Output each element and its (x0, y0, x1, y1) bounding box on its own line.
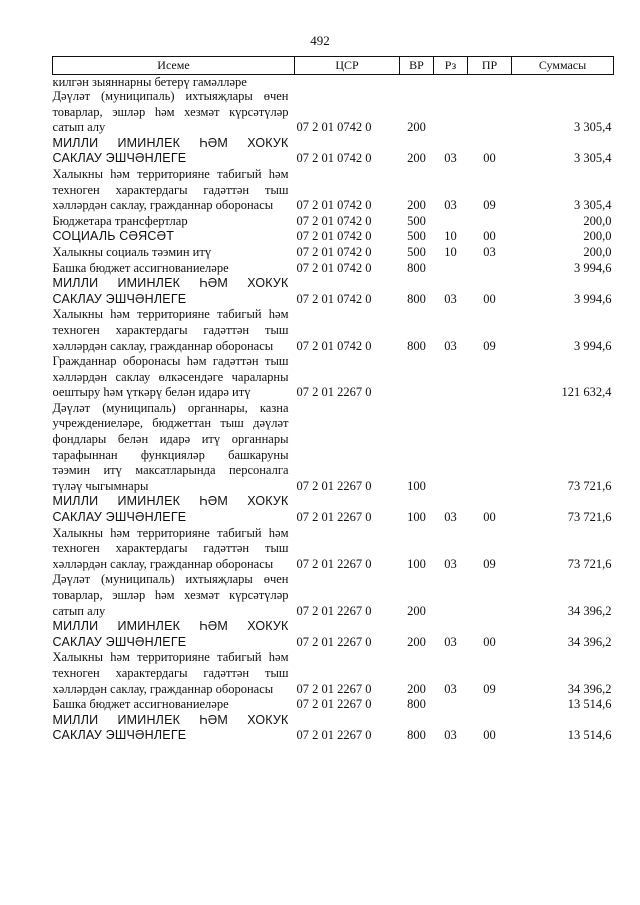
row-sum: 200,0 (583, 229, 612, 244)
row-sum: 3 305,4 (574, 120, 612, 135)
row-pr (468, 572, 512, 619)
row-name: Гражданнар оборонасы һәм гадәттән тыш хәлләрдән саклау өлкәсендәге чараларны оештыру һәм үткәрү белән идарә итү (52, 354, 289, 400)
row-csr: 07 2 01 2267 0 (296, 697, 372, 712)
row-rz: 03 (444, 728, 457, 743)
table-row (53, 697, 614, 713)
row-vr: 800 (407, 697, 426, 712)
row-sum: 73 721,6 (567, 556, 612, 571)
row-rz (434, 697, 468, 713)
row-csr: 07 2 01 0742 0 (296, 198, 372, 213)
row-rz: 03 (444, 338, 457, 353)
row-csr: 07 2 01 0742 0 (296, 120, 372, 135)
row-sum: 200,0 (583, 244, 612, 259)
row-pr (468, 401, 512, 495)
row-sum: 121 632,4 (561, 385, 612, 400)
row-vr: 200 (407, 151, 426, 166)
row-name: МИЛЛИ ИМИНЛЕК ҺӘМ ХОКУК САКЛАУ ЭШЧӘНЛЕГЕ (52, 494, 289, 525)
row-pr (468, 89, 512, 136)
row-vr: 500 (407, 213, 426, 228)
table-row (53, 526, 614, 573)
row-name: Халыкны социаль тәэмин итү (52, 244, 212, 259)
row-sum: 3 305,4 (574, 151, 612, 166)
row-vr: 800 (407, 338, 426, 353)
row-name: Бюджетара трансфертлар (52, 213, 188, 228)
row-csr: 07 2 01 0742 0 (296, 260, 372, 275)
row-pr: 00 (483, 229, 496, 244)
row-vr: 500 (407, 229, 426, 244)
row-name: МИЛЛИ ИМИНЛЕК ҺӘМ ХОКУК САКЛАУ ЭШЧӘНЛЕГЕ (52, 712, 289, 743)
row-vr: 800 (407, 291, 426, 306)
row-csr: 07 2 01 0742 0 (296, 213, 372, 228)
row-csr: 07 2 01 2267 0 (296, 478, 372, 493)
table-row (53, 401, 614, 495)
table-row (53, 89, 614, 136)
row-pr: 00 (483, 151, 496, 166)
row-csr: 07 2 01 0742 0 (296, 338, 372, 353)
row-sum: 200,0 (583, 213, 612, 228)
row-pr: 09 (483, 198, 496, 213)
row-vr (400, 75, 434, 90)
budget-table (52, 56, 614, 744)
row-sum: 73 721,6 (567, 510, 612, 525)
table-row (53, 619, 614, 650)
row-pr: 03 (483, 244, 496, 259)
row-rz: 03 (444, 151, 457, 166)
row-sum: 3 994,6 (574, 260, 612, 275)
row-pr (468, 354, 512, 401)
row-csr: 07 2 01 0742 0 (296, 244, 372, 259)
table-row (53, 167, 614, 214)
row-sum: 3 305,4 (574, 198, 612, 213)
row-sum: 34 396,2 (567, 634, 612, 649)
row-rz: 03 (444, 681, 457, 696)
row-pr (468, 261, 512, 277)
row-rz: 10 (444, 244, 457, 259)
row-name: СОЦИАЛЬ СӘЯСӘТ (52, 229, 175, 244)
table-row (53, 261, 614, 277)
row-pr: 00 (483, 728, 496, 743)
row-rz: 03 (444, 556, 457, 571)
header-pr: ПР (468, 57, 512, 75)
row-vr: 100 (407, 510, 426, 525)
table-header (53, 57, 614, 75)
table-row (53, 75, 614, 90)
row-vr: 200 (407, 603, 426, 618)
row-csr: 07 2 01 2267 0 (296, 556, 372, 571)
row-sum: 13 514,6 (567, 728, 612, 743)
row-rz: 03 (444, 291, 457, 306)
row-vr: 800 (407, 260, 426, 275)
row-vr (400, 354, 434, 401)
row-csr: 07 2 01 2267 0 (296, 681, 372, 696)
row-csr: 07 2 01 0742 0 (296, 229, 372, 244)
row-name: МИЛЛИ ИМИНЛЕК ҺӘМ ХОКУК САКЛАУ ЭШЧӘНЛЕГЕ (52, 619, 289, 649)
row-pr (468, 214, 512, 230)
row-vr: 100 (407, 556, 426, 571)
row-name: Дәүләт (муниципаль) ихтыяҗлары өчен товарлар, эшләр һәм хезмәт күрсәтүләр сатып алу (52, 572, 289, 618)
row-rz: 03 (444, 634, 457, 649)
row-pr: 09 (483, 681, 496, 696)
row-sum: 3 994,6 (574, 338, 612, 353)
table-row (53, 650, 614, 697)
table-row (53, 494, 614, 525)
header-name: Исеме (53, 57, 295, 75)
row-rz: 10 (444, 229, 457, 244)
row-sum: 34 396,2 (567, 681, 612, 696)
row-sum: 13 514,6 (567, 697, 612, 712)
table-row (53, 572, 614, 619)
row-pr (468, 75, 512, 90)
row-vr: 200 (407, 120, 426, 135)
row-rz: 03 (444, 510, 457, 525)
row-name: Башка бюджет ассигнованиеләре (52, 260, 229, 275)
row-csr: 07 2 01 2267 0 (296, 385, 372, 400)
table-row (53, 354, 614, 401)
row-csr: 07 2 01 0742 0 (296, 291, 372, 306)
row-rz (434, 75, 468, 90)
row-rz (434, 89, 468, 136)
row-vr: 100 (407, 478, 426, 493)
row-name: Халыкны һәм территорияне табигый һәм техноген характердагы гадәттән тыш хәлләрдән саклау, гражданнар оборонасы (52, 307, 289, 353)
table-row (53, 307, 614, 354)
row-rz: 03 (444, 198, 457, 213)
row-name: Дәүләт (муниципаль) органнары, казна учреждениеләре, бюджеттан тыш дәүләт фондлары белән идарә итү органнары тарафыннан функцияләр башкаруны тәэмин итү максатларында персоналга түләү чыгымнары (52, 400, 289, 493)
table-row (53, 713, 614, 744)
header-csr: ЦСР (295, 57, 400, 75)
header-rz: Рз (434, 57, 468, 75)
row-name: Халыкны һәм территорияне табигый һәм техноген характердагы гадәттән тыш хәлләрдән саклау, гражданнар оборонасы (52, 525, 289, 571)
row-vr: 500 (407, 244, 426, 259)
row-sum: 3 994,6 (574, 291, 612, 306)
row-pr: 00 (483, 291, 496, 306)
table-row (53, 229, 614, 245)
row-pr (468, 697, 512, 713)
row-sum (512, 75, 614, 90)
row-vr: 200 (407, 681, 426, 696)
row-name: Халыкны һәм территорияне табигый һәм техноген характердагы гадәттән тыш хәлләрдән саклау, гражданнар оборонасы (52, 650, 289, 696)
table-row (53, 136, 614, 167)
row-rz (434, 401, 468, 495)
row-pr: 09 (483, 556, 496, 571)
header-sum: Суммасы (512, 57, 614, 75)
page-number: 492 (310, 33, 330, 48)
row-name: МИЛЛИ ИМИНЛЕК ҺӘМ ХОКУК САКЛАУ ЭШЧӘНЛЕГЕ (52, 135, 289, 166)
row-pr: 00 (483, 510, 496, 525)
row-rz (434, 261, 468, 277)
row-csr: 07 2 01 2267 0 (296, 603, 372, 618)
row-name: килгән зыяннарны бетерү гамәлләре (52, 75, 247, 89)
row-sum: 34 396,2 (567, 603, 612, 618)
table-body (53, 75, 614, 744)
row-csr: 07 2 01 2267 0 (296, 510, 372, 525)
row-vr: 800 (407, 728, 426, 743)
row-csr: 07 2 01 0742 0 (296, 151, 372, 166)
row-rz (434, 572, 468, 619)
row-rz (434, 354, 468, 401)
row-name: МИЛЛИ ИМИНЛЕК ҺӘМ ХОКУК САКЛАУ ЭШЧӘНЛЕГЕ (52, 276, 289, 306)
row-csr: 07 2 01 2267 0 (296, 728, 372, 743)
row-name: Халыкны һәм территорияне табигый һәм техноген характердагы гадәттән тыш хәлләрдән саклау, гражданнар оборонасы (52, 166, 289, 213)
header-vr: ВР (400, 57, 434, 75)
row-pr: 09 (483, 338, 496, 353)
table-row (53, 214, 614, 230)
row-pr: 00 (483, 634, 496, 649)
table-row (53, 276, 614, 307)
table-row (53, 245, 614, 261)
row-name: Дәүләт (муниципаль) ихтыяҗлары өчен товарлар, эшләр һәм хезмәт күрсәтүләр сатып алу (52, 89, 289, 135)
row-rz (434, 214, 468, 230)
row-vr: 200 (407, 634, 426, 649)
row-vr: 200 (407, 198, 426, 213)
row-name: Башка бюджет ассигнованиеләре (52, 697, 229, 712)
row-sum: 73 721,6 (567, 478, 612, 493)
row-csr (295, 75, 400, 90)
row-csr: 07 2 01 2267 0 (296, 634, 372, 649)
